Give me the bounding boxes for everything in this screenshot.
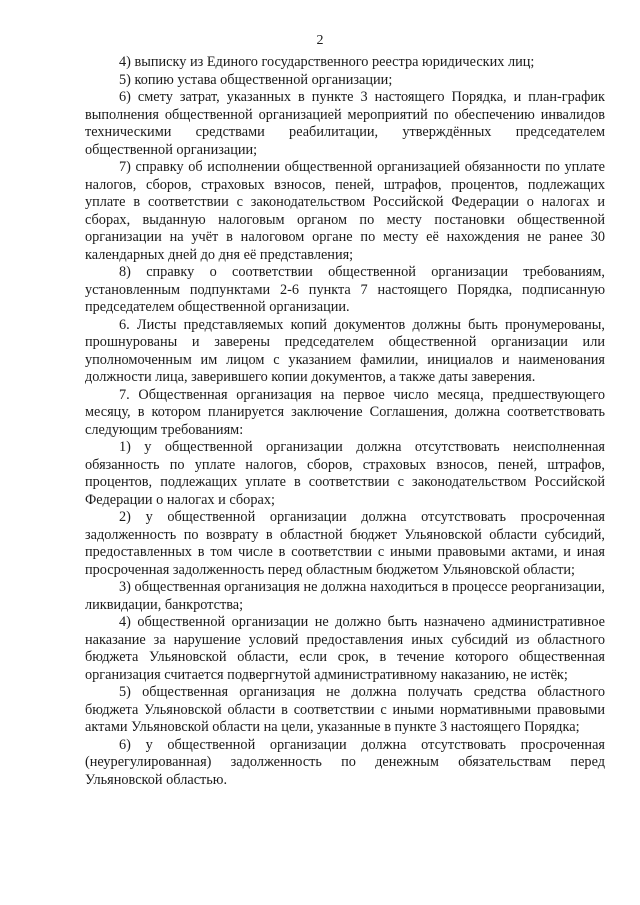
list-item: 7) справку об исполнении общественной организацией обязанности по уплате налогов, сборов, страховых взносов, пеней, штрафов, процентов, подлежащих уплате в соответствии с законодательством Российской Федерации о налогах и сборах, выданную налоговым органом по месту постановки общественной организации на учёт в налоговом органе по месту её нахождения не ранее 30 календарных дней до дня её представления;: [85, 159, 605, 263]
section-paragraph: 6. Листы представляемых копий документов должны быть пронумерованы, прошнурованы и заверены председателем общественной организации или уполномоченным им лицом с указанием фамилии, инициалов и наименования должности лица, заверившего копии документов, а также даты заверения.: [85, 316, 605, 385]
section-paragraph: 7. Общественная организация на первое число месяца, предшествующего месяцу, в котором планируется заключение Соглашения, должна соответствовать следующим требованиям:: [85, 386, 605, 438]
list-item: 3) общественная организация не должна находиться в процессе реорганизации, ликвидации, банкротства;: [85, 579, 605, 613]
list-item: 2) у общественной организации должна отсутствовать просроченная задолженность по возврату в областной бюджет Ульяновской области субсидий, предоставленных в том числе в соответствии с иными правовыми актами, и иная просроченная задолженность перед областным бюджетом Ульяновской области;: [85, 509, 605, 578]
list-item: 4) выписку из Единого государственного реестра юридических лиц;: [119, 54, 535, 70]
list-item: 6) у общественной организации должна отсутствовать просроченная (неурегулированная) задолженность по денежным обязательствам перед Ульяновской областью.: [85, 736, 605, 788]
list-item: 5) общественная организация не должна получать средства областного бюджета Ульяновской области в соответствии с иными нормативными правовыми актами Ульяновской области на цели, указанные в пункте 3 настоящего Порядка;: [85, 684, 605, 735]
list-item: 5) копию устава общественной организации;: [119, 71, 393, 88]
list-item: 4) общественной организации не должно быть назначено административное наказание за нарушение условий предоставления иных субсидий из областного бюджета Ульяновской области, если срок, в течение которого общественная организация считается подвергнутой административному наказанию, не истёк;: [85, 614, 605, 683]
list-item: 8) справку о соответствии общественной организации требованиям, установленным подпунктами 2-6 пункта 7 настоящего Порядка, подписанную председателем общественной организации.: [85, 264, 605, 315]
list-item: 1) у общественной организации должна отсутствовать неисполненная обязанность по уплате налогов, сборов, страховых взносов, пеней, штрафов, процентов, подлежащих уплате в соответствии с законодательством Российской Федерации о налогах и сборах;: [85, 439, 605, 508]
document-body: [85, 54, 605, 789]
list-item: 6) смету затрат, указанных в пункте 3 настоящего Порядка, и план-график выполнения общественной организацией мероприятий по обеспечению инвалидов техническими средствами реабилитации, утверждённых председателем общественной организации;: [85, 89, 605, 158]
page-number: 2: [316, 33, 324, 48]
